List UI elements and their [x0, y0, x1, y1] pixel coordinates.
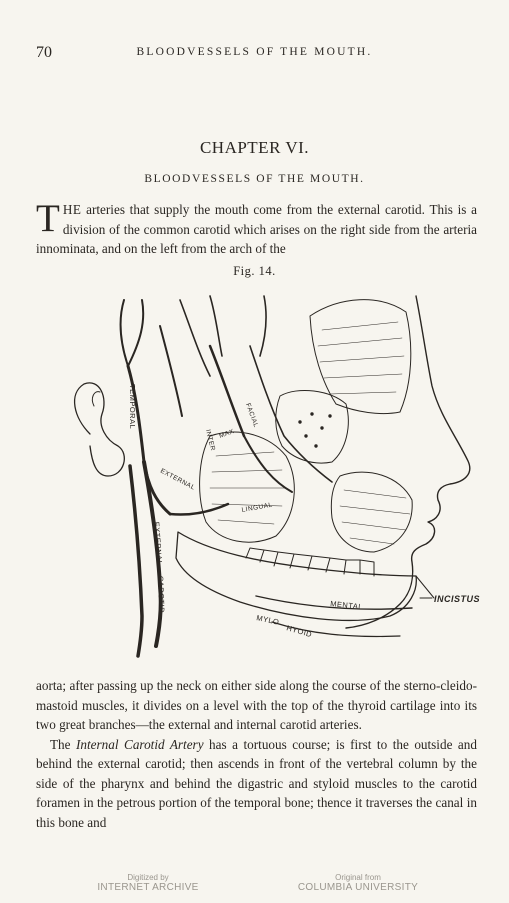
lower-teeth	[246, 548, 374, 576]
para2-lead: The	[50, 736, 77, 752]
label-external: EXTERNAL	[152, 521, 165, 566]
page-header	[36, 44, 473, 64]
intro-text: arteries that supply the mouth come from the external carotid. This is a division of the common carotid which arises on the right side from the arteria innominata, and on the left from the arch of the	[36, 202, 477, 256]
footer-right-small: Original from	[335, 873, 381, 882]
chapter-title: CHAPTER VI.	[199, 138, 310, 157]
para2-italic-term: Internal Carotid Artery	[76, 736, 204, 752]
anatomical-illustration	[60, 286, 480, 664]
external-branch	[210, 346, 244, 436]
label-incistus: INCISTUS	[434, 594, 480, 604]
para2-rest: has a tortuous course; is first to the outside and behind the external carotid; then ascends in front of the vertebral column by the side of the pharynx and behind the digastric and styloid muscles to the carotid foramen in the petrous portion of the temporal bone; thence it traverses the canal in this bone and	[36, 736, 477, 830]
ear	[75, 383, 125, 476]
internal-carotid	[130, 466, 142, 656]
label-max: MAX	[218, 427, 236, 440]
footer-digitized	[48, 873, 248, 893]
body-text	[36, 676, 477, 832]
footer-left-main: INTERNET ARCHIVE	[97, 882, 199, 893]
label-inter: INTER	[204, 428, 217, 452]
label-hyoid: HYOID	[285, 623, 314, 640]
label-external-top: EXTERNAL	[159, 467, 197, 492]
footer-original	[258, 873, 458, 893]
intro-first-word: HE	[62, 202, 82, 217]
label-facial: FACIAL	[244, 402, 260, 429]
running-head: BLOODVESSELS OF THE MOUTH.	[136, 46, 373, 58]
page-number: 70	[36, 44, 52, 61]
face-profile	[346, 296, 470, 628]
body-paragraph-1: aorta; after passing up the neck on either side along the course of the sterno-cleido-mastoid muscles, it divides on a level with the top of the thyroid cartilage into its two great branches—the external and internal carotid arteries.	[36, 678, 477, 732]
label-carotid: CAROTID	[156, 575, 167, 614]
label-mental: MENTAL	[329, 599, 364, 612]
label-mylo: MYLO	[255, 613, 281, 627]
label-temporal: TEMPORAL	[128, 384, 137, 430]
mandible	[176, 532, 416, 620]
drop-cap: T	[36, 197, 60, 240]
footer-left-small: Digitized by	[127, 873, 169, 882]
body-paragraph-2	[36, 735, 477, 833]
section-title: BLOODVESSELS OF THE MOUTH.	[144, 173, 365, 185]
footer-right-main: COLUMBIA UNIVERSITY	[297, 882, 419, 893]
label-lingual: LINGUAL	[241, 501, 274, 514]
intro-paragraph	[36, 197, 477, 259]
figure-label: Fig. 14.	[233, 264, 276, 278]
